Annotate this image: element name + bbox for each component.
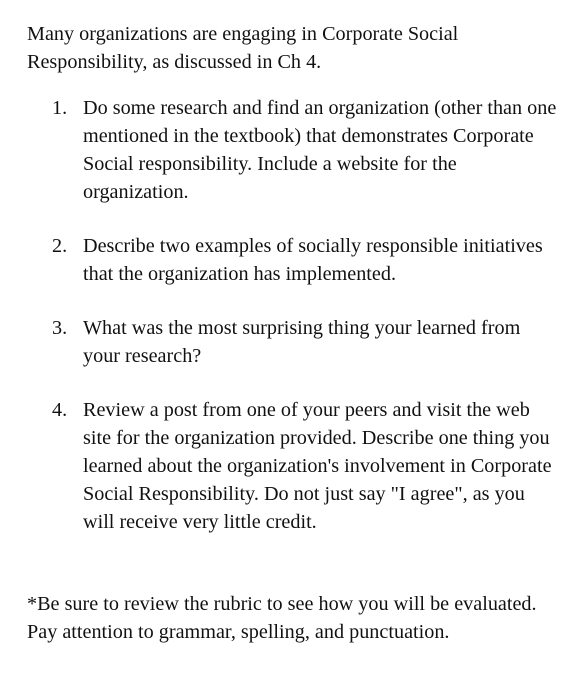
question-text-3: What was the most surprising thing your learned from your research? — [83, 317, 521, 367]
question-number-1: 1. — [52, 97, 68, 119]
question-number-3: 3. — [52, 317, 68, 339]
question-text-2: Describe two examples of socially responsible initiatives that the organization has implemented. — [83, 235, 543, 285]
question-text-4: Review a post from one of your peers and visit the web site for the organization provided. Describe one thing you learned about the organization's involvement in Corporate Social Responsibility. Do not just say "I agree", as you will receive very little credit. — [83, 399, 552, 533]
question-item-2 — [52, 232, 557, 288]
question-number-4: 4. — [52, 399, 68, 421]
question-item-1 — [52, 94, 557, 206]
question-item-4 — [52, 396, 557, 536]
question-text-1: Do some research and find an organization (other than one mentioned in the textbook) that demonstrates Corporate Social responsibility. Include a website for the organization. — [83, 97, 557, 203]
rubric-note: *Be sure to review the rubric to see how you will be evaluated. Pay attention to grammar, spelling, and punctuation. — [27, 593, 537, 643]
question-list — [52, 94, 557, 562]
intro-text: Many organizations are engaging in Corporate Social Responsibility, as discussed in Ch 4. — [27, 23, 459, 73]
question-number-2: 2. — [52, 235, 68, 257]
question-item-3 — [52, 314, 557, 370]
